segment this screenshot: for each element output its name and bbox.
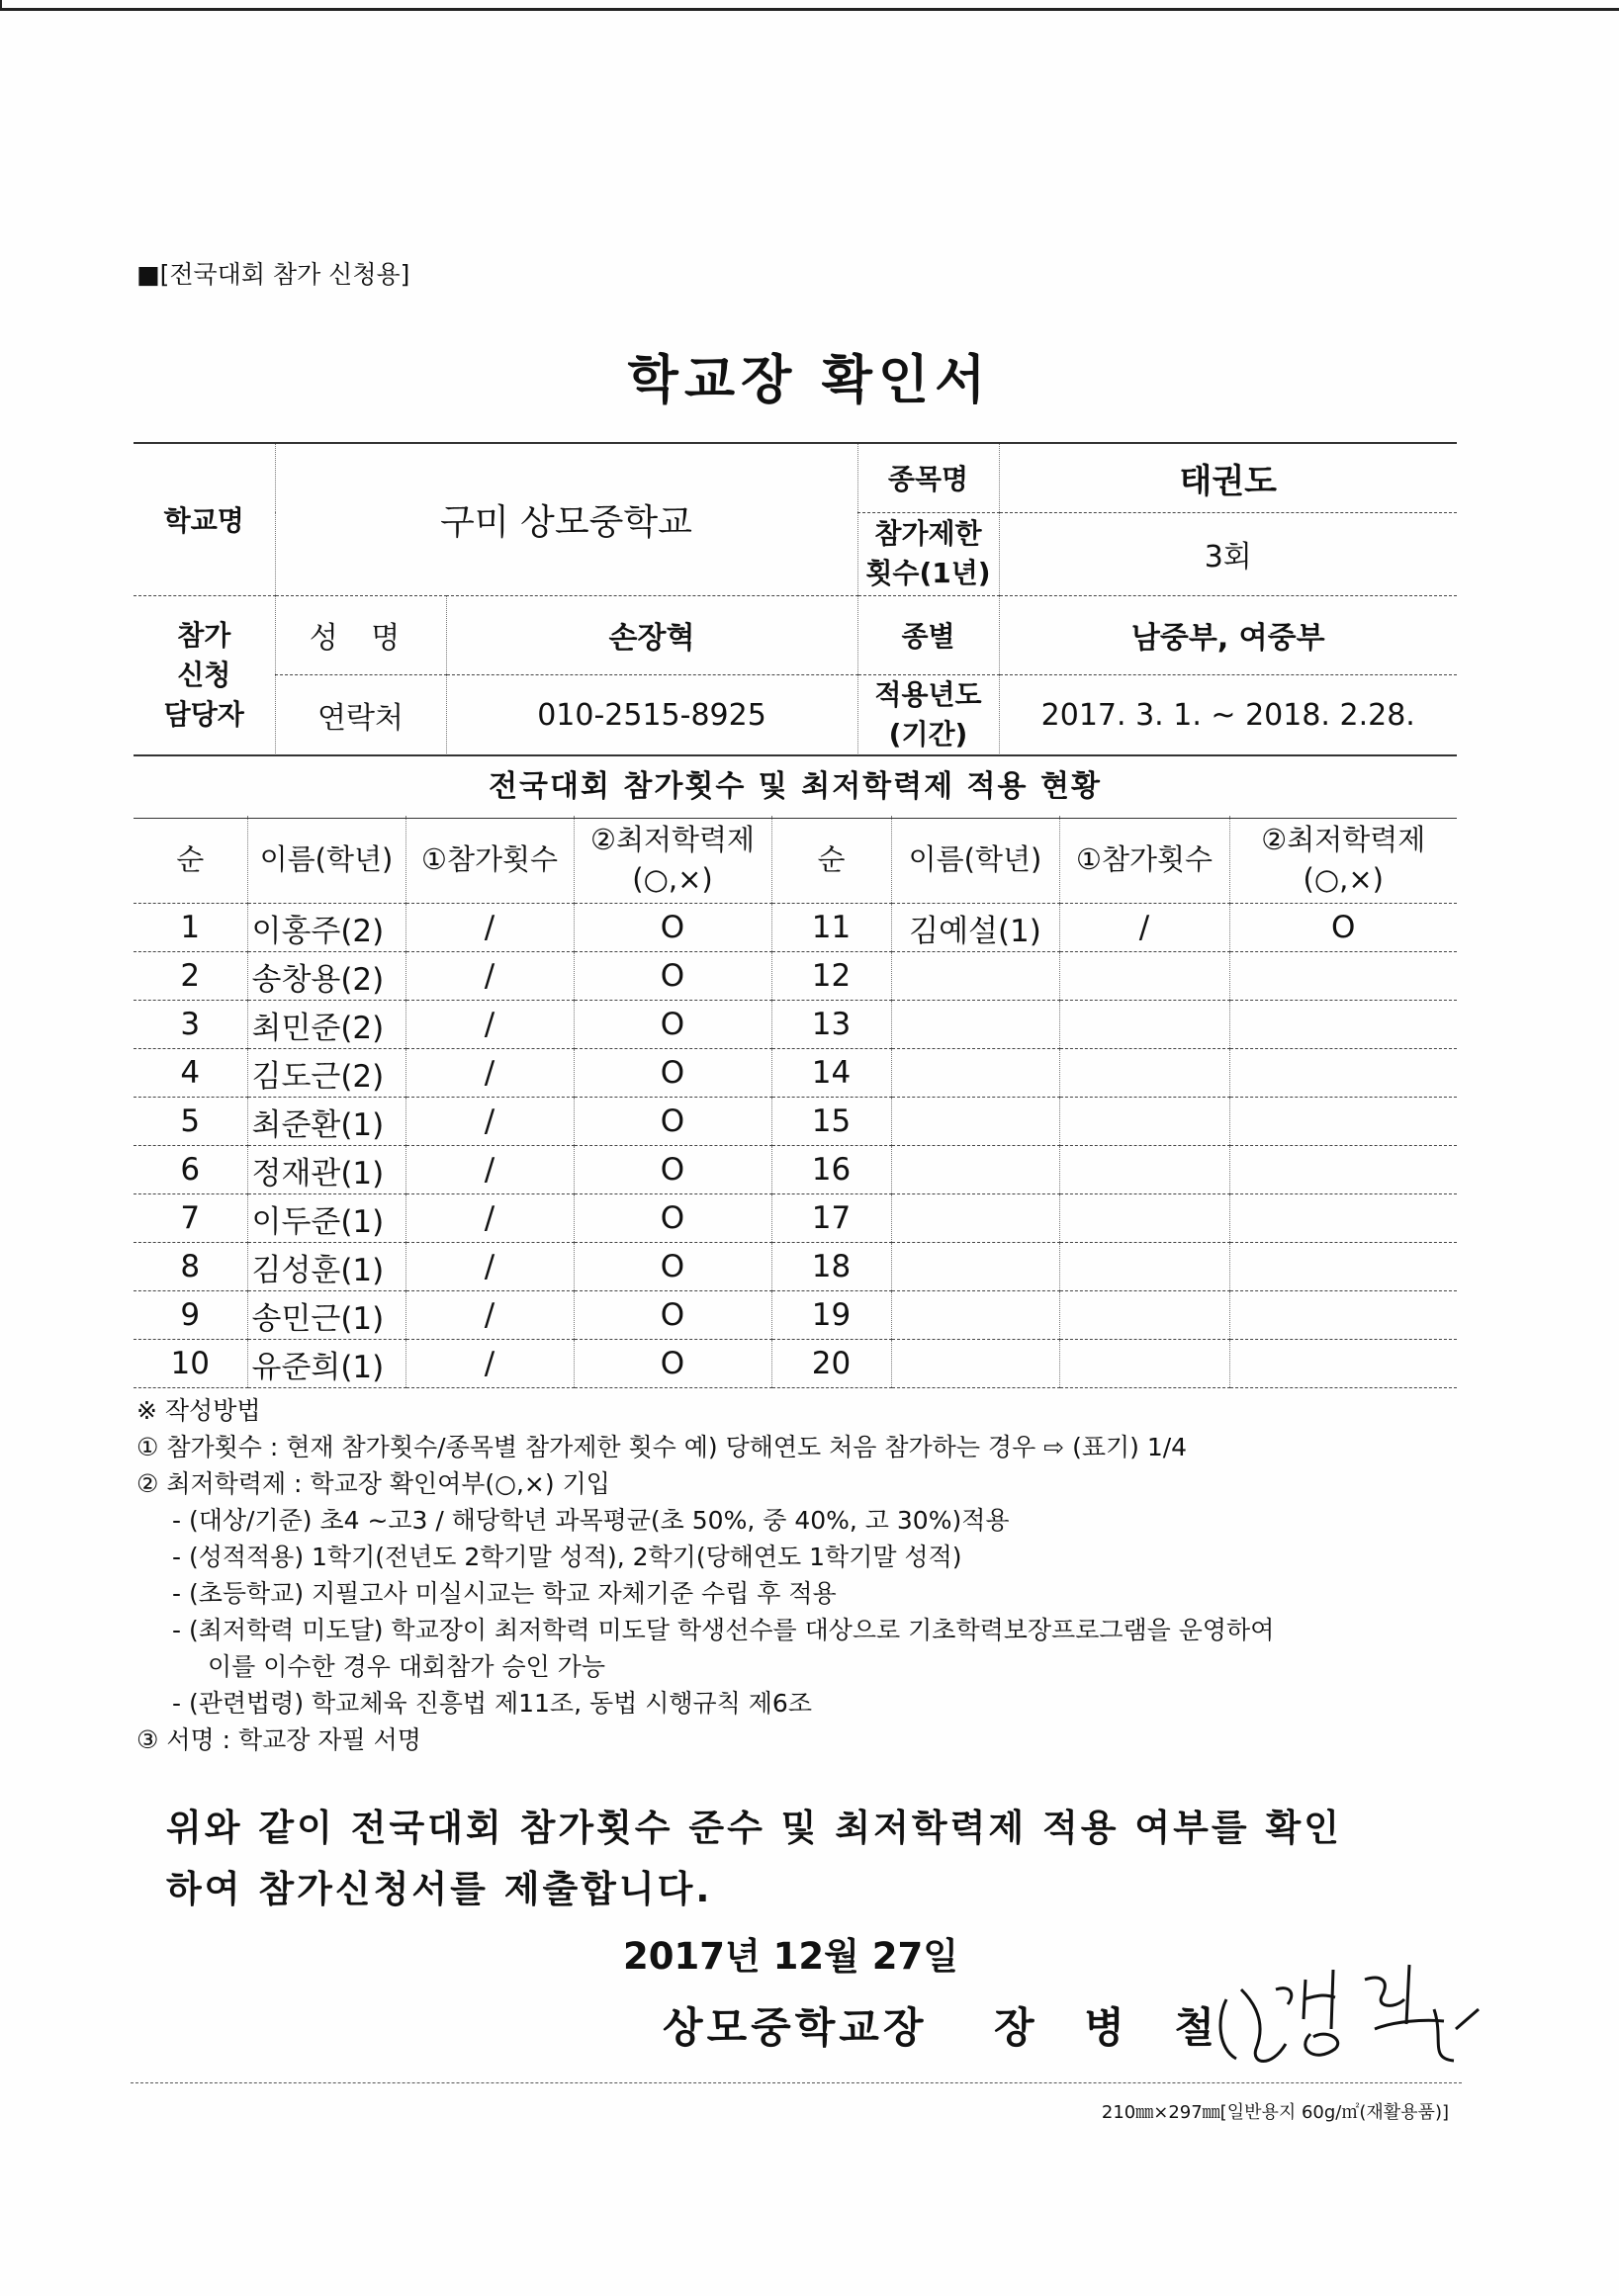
row-count: / — [405, 1340, 574, 1388]
row-count: / — [405, 1098, 574, 1146]
school-value: 구미 상모중학교 — [275, 443, 857, 595]
school-info-table — [134, 442, 1457, 756]
division-label: 종별 — [857, 595, 999, 674]
row-min-2 — [1229, 1049, 1457, 1098]
roster-table — [134, 816, 1457, 1388]
row-count: / — [405, 1194, 574, 1243]
row-no-2: 15 — [771, 1098, 891, 1146]
document-tag: ■[전국대회 참가 신청용] — [136, 260, 410, 289]
row-min: O — [574, 1001, 771, 1049]
note-2b: - (성적적용) 1학기(전년도 2학기말 성적), 2학기(당해연도 1학기말 성적) — [172, 1543, 962, 1571]
row-no: 1 — [134, 904, 247, 952]
table-row — [134, 952, 1457, 1001]
applicant-label — [134, 595, 275, 755]
applicant-label-line-1: 참가 — [177, 619, 231, 652]
row-min: O — [574, 1243, 771, 1291]
note-2e: - (관련법령) 학교체육 진흥법 제11조, 동법 시행규칙 제6조 — [172, 1689, 812, 1718]
row-name: 정재관(1) — [247, 1146, 405, 1194]
row-min-2 — [1229, 1194, 1457, 1243]
row-no-2: 11 — [771, 904, 891, 952]
row-name: 김도근(2) — [247, 1049, 405, 1098]
period-label-line-1: 적용년도 — [874, 678, 982, 711]
handwritten-signature — [1197, 1950, 1484, 2088]
table-row — [134, 904, 1457, 952]
row-no: 4 — [134, 1049, 247, 1098]
row-min-2 — [1229, 952, 1457, 1001]
row-name-2: 김예설(1) — [891, 904, 1059, 952]
name-label: 성 명 — [275, 595, 446, 674]
school-label: 학교명 — [134, 443, 275, 595]
table-row — [134, 1291, 1457, 1340]
applicant-label-line-2: 신청 — [177, 659, 231, 691]
row-no-2: 17 — [771, 1194, 891, 1243]
header-name: 이름(학년) — [247, 816, 405, 904]
row-no-2: 12 — [771, 952, 891, 1001]
row-min: O — [574, 1146, 771, 1194]
row-count-2 — [1059, 952, 1229, 1001]
row-min: O — [574, 952, 771, 1001]
row-no: 2 — [134, 952, 247, 1001]
row-count-2 — [1059, 1340, 1229, 1388]
top-edge-line — [0, 8, 1619, 11]
row-min-2 — [1229, 1098, 1457, 1146]
row-min-2 — [1229, 1146, 1457, 1194]
note-2a: - (대상/기준) 초4 ~고3 / 해당학년 과목평균(초 50%, 중 40%, 고 30%)적용 — [172, 1506, 1010, 1535]
confirmation-statement — [166, 1798, 1472, 1920]
header-no: 순 — [134, 816, 247, 904]
row-count: / — [405, 1243, 574, 1291]
note-2d: - (최저학력 미도달) 학교장이 최저학력 미도달 학생선수를 대상으로 기초학력보장프로그램을 운영하여 — [172, 1616, 1275, 1644]
row-name: 김성훈(1) — [247, 1243, 405, 1291]
row-no: 5 — [134, 1098, 247, 1146]
row-count: / — [405, 1001, 574, 1049]
issue-date: 2017년 12월 27일 — [623, 1935, 958, 1978]
note-3: ③ 서명 : 학교장 자필 서명 — [136, 1725, 421, 1754]
event-value: 태권도 — [999, 443, 1457, 512]
table-row — [134, 1194, 1457, 1243]
row-min-2 — [1229, 1291, 1457, 1340]
row-name-2 — [891, 1194, 1059, 1243]
row-count-2 — [1059, 1146, 1229, 1194]
row-no-2: 19 — [771, 1291, 891, 1340]
row-min: O — [574, 1340, 771, 1388]
header-count: ①참가횟수 — [405, 816, 574, 904]
table-row — [134, 1001, 1457, 1049]
header-min-line-2: (○,×) — [632, 862, 713, 896]
note-2d-cont: 이를 이수한 경우 대회참가 승인 가능 — [208, 1652, 605, 1681]
row-name: 이홍주(2) — [247, 904, 405, 952]
row-min: O — [574, 1194, 771, 1243]
row-no: 3 — [134, 1001, 247, 1049]
contact-value: 010-2515-8925 — [446, 674, 857, 755]
row-min-2 — [1229, 1340, 1457, 1388]
table-row — [134, 1146, 1457, 1194]
limit-label-line-2: 횟수(1년) — [865, 557, 991, 589]
confirmation-line-1: 위와 같이 전국대회 참가횟수 준수 및 최저학력제 적용 여부를 확인 — [166, 1807, 1342, 1849]
page-title: 학교장 확인서 — [627, 350, 992, 410]
note-2c: - (초등학교) 지필고사 미실시교는 학교 자체기준 수립 후 적용 — [172, 1579, 837, 1608]
notes-heading: ※ 작성방법 — [136, 1396, 261, 1425]
row-name-2 — [891, 1098, 1059, 1146]
row-count: / — [405, 1049, 574, 1098]
period-label — [857, 674, 999, 755]
row-count-2 — [1059, 1098, 1229, 1146]
row-name: 최민준(2) — [247, 1001, 405, 1049]
row-no: 8 — [134, 1243, 247, 1291]
row-min-2: O — [1229, 904, 1457, 952]
limit-value: 3회 — [999, 512, 1457, 595]
row-no-2: 20 — [771, 1340, 891, 1388]
division-value: 남중부, 여중부 — [999, 595, 1457, 674]
status-caption: 전국대회 참가횟수 및 최저학력제 적용 현황 — [134, 754, 1457, 819]
row-name: 이두준(1) — [247, 1194, 405, 1243]
roster-header-row — [134, 816, 1457, 904]
limit-label-line-1: 참가제한 — [874, 517, 982, 550]
row-min: O — [574, 1291, 771, 1340]
note-2: ② 최저학력제 : 학교장 확인여부(○,×) 기입 — [136, 1469, 610, 1498]
row-min-2 — [1229, 1001, 1457, 1049]
row-no: 10 — [134, 1340, 247, 1388]
header-min-2-line-1: ②최저학력제 — [1261, 823, 1426, 856]
row-count-2: / — [1059, 904, 1229, 952]
row-name: 유준희(1) — [247, 1340, 405, 1388]
row-no-2: 14 — [771, 1049, 891, 1098]
table-row — [134, 1243, 1457, 1291]
header-min-line-1: ②최저학력제 — [589, 823, 756, 856]
principal-name: 장 병 철 — [994, 2003, 1232, 2052]
row-name: 송민근(1) — [247, 1291, 405, 1340]
applicant-label-line-3: 담당자 — [163, 698, 244, 731]
row-min: O — [574, 904, 771, 952]
row-no-2: 18 — [771, 1243, 891, 1291]
confirmation-line-2: 하여 참가신청서를 제출합니다. — [166, 1868, 713, 1910]
contact-label: 연락처 — [275, 674, 446, 755]
table-row — [134, 1049, 1457, 1098]
principal-title: 상모중학교장 — [663, 2003, 928, 2052]
row-no: 6 — [134, 1146, 247, 1194]
header-name-2: 이름(학년) — [891, 816, 1059, 904]
row-count-2 — [1059, 1291, 1229, 1340]
row-min: O — [574, 1098, 771, 1146]
row-no: 7 — [134, 1194, 247, 1243]
footer-divider — [131, 2082, 1462, 2083]
row-count-2 — [1059, 1194, 1229, 1243]
row-count: / — [405, 1291, 574, 1340]
header-no-2: 순 — [771, 816, 891, 904]
row-count-2 — [1059, 1001, 1229, 1049]
table-row — [134, 1340, 1457, 1388]
event-label: 종목명 — [857, 443, 999, 512]
row-no: 9 — [134, 1291, 247, 1340]
row-name-2 — [891, 1049, 1059, 1098]
header-count-2: ①참가횟수 — [1059, 816, 1229, 904]
top-edge-corner — [0, 0, 24, 10]
row-no-2: 16 — [771, 1146, 891, 1194]
writing-instructions — [136, 1392, 1462, 1758]
row-name-2 — [891, 952, 1059, 1001]
row-name: 송창용(2) — [247, 952, 405, 1001]
row-name-2 — [891, 1001, 1059, 1049]
paper-spec: 210㎜×297㎜[일반용지 60g/㎡(재활용품)] — [1101, 2102, 1449, 2123]
note-1: ① 참가횟수 : 현재 참가횟수/종목별 참가제한 횟수 예) 당해연도 처음 참가하는 경우 ⇨ (표기) 1/4 — [136, 1433, 1188, 1461]
name-value: 손장혁 — [446, 595, 857, 674]
row-count: / — [405, 904, 574, 952]
row-name-2 — [891, 1291, 1059, 1340]
row-count-2 — [1059, 1243, 1229, 1291]
row-count: / — [405, 952, 574, 1001]
row-no-2: 13 — [771, 1001, 891, 1049]
row-name: 최준환(1) — [247, 1098, 405, 1146]
header-min — [574, 816, 771, 904]
row-name-2 — [891, 1243, 1059, 1291]
row-min-2 — [1229, 1243, 1457, 1291]
limit-label — [857, 512, 999, 595]
row-count: / — [405, 1146, 574, 1194]
row-count-2 — [1059, 1049, 1229, 1098]
period-value: 2017. 3. 1. ~ 2018. 2.28. — [999, 674, 1457, 755]
row-name-2 — [891, 1146, 1059, 1194]
row-min: O — [574, 1049, 771, 1098]
header-min-2-line-2: (○,×) — [1303, 862, 1384, 896]
table-row — [134, 1098, 1457, 1146]
header-min-2 — [1229, 816, 1457, 904]
period-label-line-2: (기간) — [888, 718, 968, 751]
row-name-2 — [891, 1340, 1059, 1388]
